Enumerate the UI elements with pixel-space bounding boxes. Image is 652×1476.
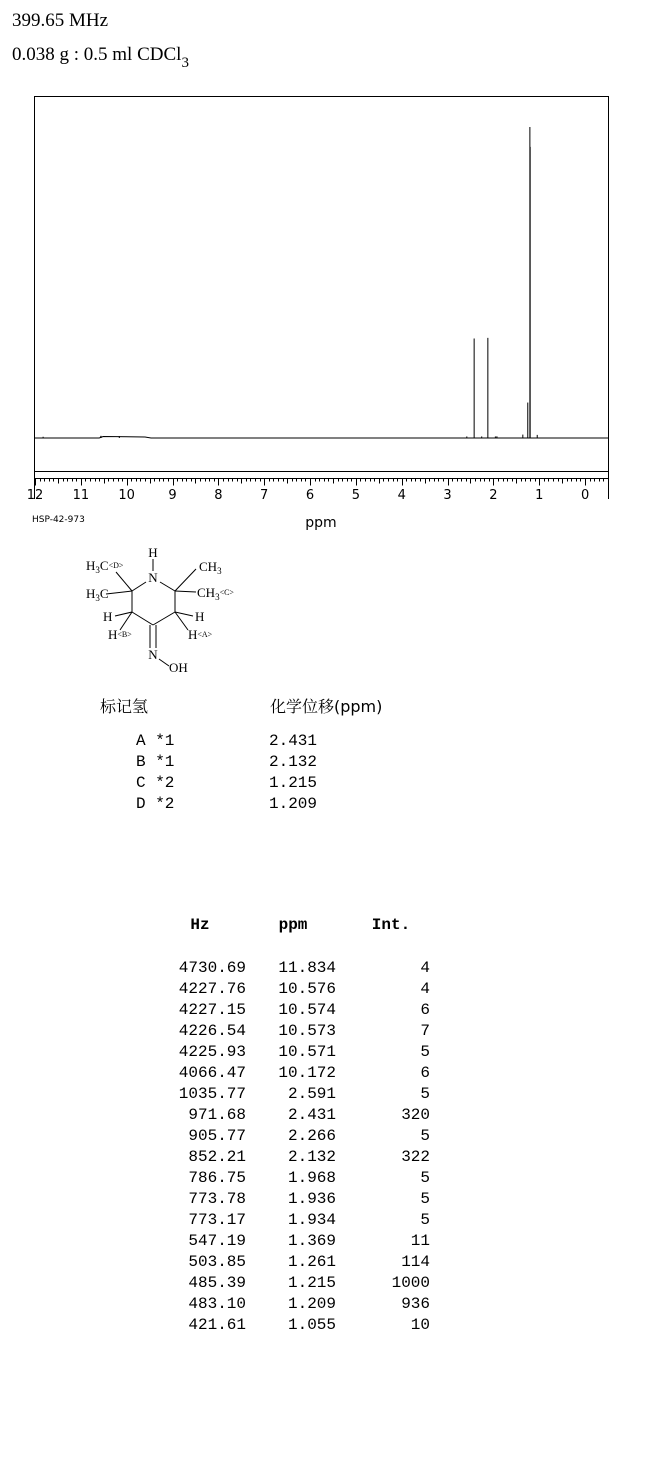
peak-ppm: 10.571 [278, 1042, 336, 1061]
peak-ppm: 10.573 [278, 1021, 336, 1040]
bond-c6-methyl-c [175, 591, 196, 592]
peak-hz: 773.17 [188, 1210, 246, 1229]
bond-c5-h-a [175, 612, 188, 630]
bond-c6-methyl-tr [175, 569, 196, 591]
label-ch3-top-right [199, 559, 222, 576]
bond-c3-h-left [115, 612, 132, 616]
peak-ppm: 10.576 [278, 979, 336, 998]
peak-int: 1000 [391, 1273, 430, 1292]
label-h-a [188, 627, 213, 642]
peak-hz: 4730.69 [178, 958, 246, 977]
bond-c5-c4 [153, 612, 175, 625]
bond-c3-c4 [132, 612, 153, 625]
peak-ppm: 2.266 [287, 1126, 336, 1145]
peak-ppm: 1.968 [287, 1168, 336, 1187]
x-tick-label: 6 [305, 488, 315, 503]
peak-row [150, 978, 430, 999]
assignment-label: C *2 [136, 774, 175, 792]
x-tick-label: 9 [168, 488, 177, 503]
spectrometer-frequency: 399.65 MHz [12, 10, 109, 31]
peak-hz: 4066.47 [178, 1063, 246, 1082]
peak-table-spacer [150, 940, 430, 957]
bond-c2-methyl-l [106, 591, 132, 594]
peak-int: 5 [420, 1126, 430, 1145]
spectrum-baseline [35, 437, 608, 439]
peak-ppm: 2.132 [287, 1147, 336, 1166]
peak-row [150, 1272, 430, 1293]
x-tick-label: 1 [535, 488, 544, 503]
assignment-row [136, 752, 317, 773]
tag-b: <B> [117, 630, 132, 639]
peak-ppm: 1.261 [287, 1252, 336, 1271]
h3c-l-sub: 3 [95, 593, 100, 603]
h-a-h: H [188, 627, 198, 642]
assignment-shift: 1.215 [269, 774, 318, 792]
peak-ppm: 2.431 [287, 1105, 336, 1124]
assignment-row [136, 773, 317, 794]
x-tick-label: 7 [260, 488, 269, 503]
peak-hz: 4227.76 [178, 979, 246, 998]
x-tick-label: 2 [489, 488, 498, 503]
peak-ppm: 10.172 [278, 1063, 336, 1082]
atom-oh: OH [169, 660, 188, 675]
peak-int: 320 [401, 1105, 430, 1124]
assignment-label: B *1 [136, 753, 175, 771]
x-tick-label: 10 [118, 488, 135, 503]
ch3-c-ch: CH [197, 585, 216, 600]
peak-ppm: 10.574 [278, 1000, 336, 1019]
peak-row [150, 1062, 430, 1083]
peak-row [150, 1293, 430, 1314]
peak-row [150, 1167, 430, 1188]
peak-int: 5 [420, 1168, 430, 1187]
assignment-shift: 2.431 [269, 732, 318, 750]
peak-int: 5 [420, 1084, 430, 1103]
peak-hz: 852.21 [188, 1147, 246, 1166]
peak-int: 5 [420, 1042, 430, 1061]
peak-int: 936 [401, 1294, 430, 1313]
ch3-tr-ch: CH [199, 559, 218, 574]
x-ticks-group [27, 479, 609, 504]
peaks-group [43, 127, 537, 438]
peak-hz: 485.39 [188, 1273, 246, 1292]
x-tick-label: 11 [72, 488, 90, 503]
sample-text: 0.038 g : 0.5 ml CDCl [12, 44, 182, 65]
peak-row [150, 1125, 430, 1146]
assignment-table [136, 731, 317, 815]
peak-hz: 773.78 [188, 1189, 246, 1208]
peak-hz: 503.85 [188, 1252, 246, 1271]
peak-hz: 483.10 [188, 1294, 246, 1313]
peak-int: 114 [401, 1252, 430, 1271]
peak-row [150, 1146, 430, 1167]
peak-hz: 4226.54 [178, 1021, 246, 1040]
peak-hz: 421.61 [188, 1315, 246, 1334]
peak-int: 10 [410, 1315, 430, 1334]
h-b-h: H [108, 627, 118, 642]
peak-list-table [150, 916, 430, 1335]
atom-h-top: H [148, 545, 158, 560]
assignment-label: D *2 [136, 795, 175, 813]
bond-n-oh [159, 659, 169, 666]
sample-subscript: 3 [181, 55, 189, 71]
h3c-d-h: H [86, 558, 96, 573]
peak-row [150, 1104, 430, 1125]
tag-c: <C> [219, 588, 234, 597]
assignment-row [136, 794, 317, 815]
peak-row [150, 1230, 430, 1251]
peak-int: 11 [410, 1231, 430, 1250]
peak-row [150, 1209, 430, 1230]
peak-ppm: 1.936 [287, 1189, 336, 1208]
atom-h-right: H [195, 609, 205, 624]
peak-ppm: 2.591 [287, 1084, 336, 1103]
peak-row [150, 1314, 430, 1335]
bond-c2-methyl-d [116, 572, 132, 591]
bond-n-c6 [160, 582, 175, 591]
bond-c3-h-b [120, 612, 132, 630]
peak-int: 322 [401, 1147, 430, 1166]
peak-int: 6 [420, 1000, 430, 1019]
peak-row [150, 1251, 430, 1272]
label-h-b [108, 627, 132, 642]
peak-int: 4 [420, 958, 430, 977]
plot-frame [35, 97, 609, 472]
peak-table-header [150, 916, 430, 940]
x-tick-label: 3 [443, 488, 452, 503]
assignment-shift: 1.209 [269, 795, 318, 813]
peak-hz: 4225.93 [178, 1042, 246, 1061]
h3c-l-c: C [99, 586, 109, 601]
peak-hz: 786.75 [188, 1168, 246, 1187]
peak-int: 5 [420, 1210, 430, 1229]
peak-row [150, 999, 430, 1020]
assignment-header-label: 标记氢 [100, 697, 149, 716]
x-tick-label: 0 [580, 488, 590, 503]
structure-bonds [106, 559, 196, 666]
peak-hz: 905.77 [188, 1126, 246, 1145]
peak-table-body [150, 940, 430, 1335]
bond-c5-h-right [175, 612, 193, 616]
assignment-shift: 2.132 [269, 753, 318, 771]
peak-hz: 4227.15 [178, 1000, 246, 1019]
peak-row [150, 1041, 430, 1062]
nmr-spectrum-chart [0, 0, 652, 540]
x-tick-label: 12 [26, 488, 44, 503]
ch3-c-sub: 3 [215, 592, 220, 602]
x-tick-label: 4 [397, 488, 406, 503]
peak-ppm: 11.834 [278, 958, 336, 977]
tag-a: <A> [197, 630, 213, 639]
assignment-label: A *1 [136, 732, 175, 750]
peak-row [150, 1020, 430, 1041]
header-int: Int. [371, 916, 411, 934]
spectrum-code: HSP-42-973 [32, 515, 85, 525]
h3c-d-sub: 3 [95, 565, 100, 575]
peak-ppm: 1.369 [287, 1231, 336, 1250]
header-ppm: ppm [278, 916, 308, 934]
peak-ppm: 1.055 [287, 1315, 336, 1334]
assignment-row [136, 731, 317, 752]
peak-ppm: 1.934 [287, 1210, 336, 1229]
peak-ppm: 1.209 [287, 1294, 336, 1313]
peak-hz: 1035.77 [178, 1084, 246, 1103]
x-axis-label: ppm [305, 515, 337, 531]
ch3-tr-sub: 3 [217, 566, 222, 576]
assignment-header-shift: 化学位移(ppm) [270, 697, 383, 716]
peak-hz: 971.68 [188, 1105, 246, 1124]
atom-n-ring: N [148, 570, 158, 585]
h3c-d-c: C [99, 558, 109, 573]
peak-int: 5 [420, 1189, 430, 1208]
h3c-l-h: H [86, 586, 96, 601]
peak-int: 7 [420, 1021, 430, 1040]
label-ch3-c [197, 585, 234, 602]
atom-n-oxime: N [148, 647, 158, 662]
peak-ppm: 1.215 [287, 1273, 336, 1292]
label-h3c-left [86, 586, 109, 603]
peak-hz: 547.19 [188, 1231, 246, 1250]
header-hz: Hz [190, 916, 210, 934]
tag-d: <D> [108, 561, 124, 570]
label-h3c-d [86, 558, 124, 575]
peak-row [150, 1188, 430, 1209]
peak-row [150, 1083, 430, 1104]
x-tick-label: 5 [351, 488, 361, 503]
peak-row [150, 957, 430, 978]
peak-int: 4 [420, 979, 430, 998]
atom-h-left: H [103, 609, 113, 624]
x-tick-label: 8 [214, 488, 223, 503]
bond-n-c2 [132, 582, 146, 591]
peak-int: 6 [420, 1063, 430, 1082]
